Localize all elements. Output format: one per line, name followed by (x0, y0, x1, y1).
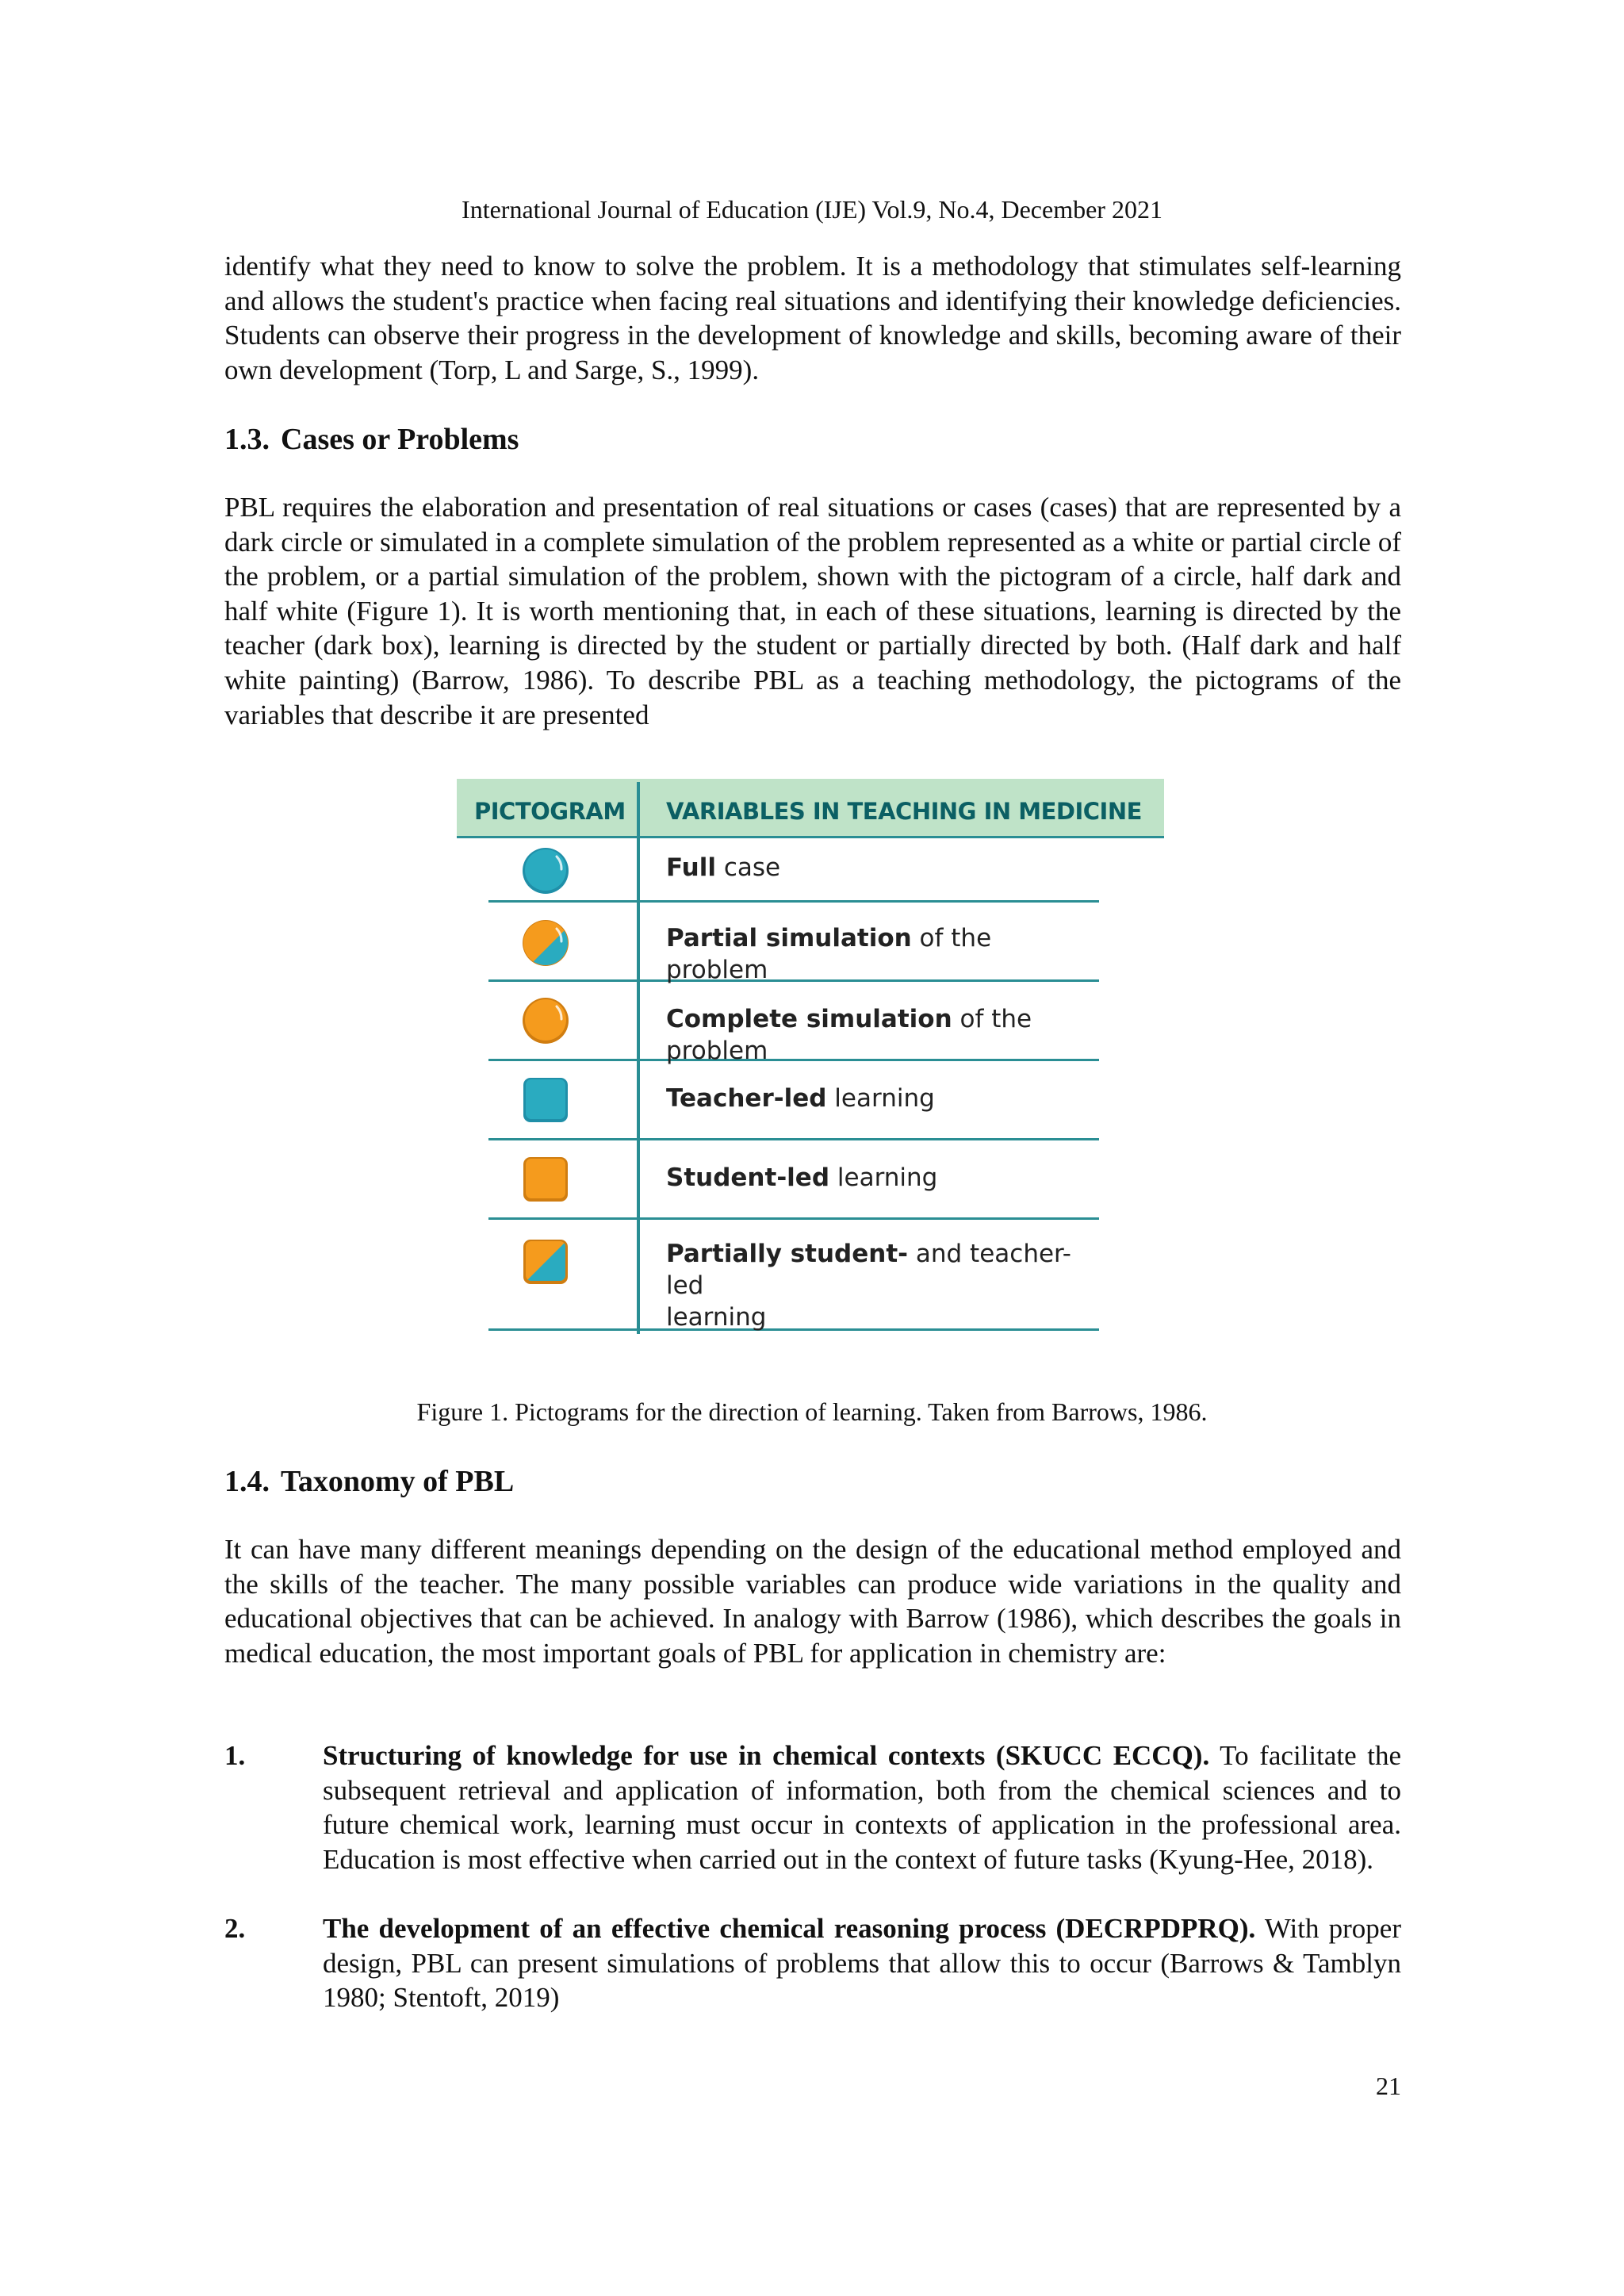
figure-row-label: Partial simulation of the problem (666, 924, 992, 984)
figure-row-label: Complete simulation of the problem (666, 1005, 1032, 1065)
pictogram-figure (457, 779, 1164, 1350)
figure-row-label: Teacher-led learning (666, 1084, 935, 1113)
section-title: Taxonomy of PBL (281, 1465, 515, 1498)
figure-row (488, 979, 1099, 1065)
figure-row-label: Full case (666, 853, 781, 882)
pictogram-column-header: PICTOGRAM (474, 798, 626, 825)
figure-row (488, 1059, 1099, 1140)
variables-column-header: VARIABLES IN TEACHING IN MEDICINE (666, 798, 1142, 825)
section-number: 1.4. (224, 1465, 270, 1498)
list-body: Structuring of knowledge for use in chemical contexts (SKUCC ECCQ). To facilitate the subsequent retrieval and application of information, both from the chemical sciences and to future chemical work, learning must occur in contexts of application in the professional area. Education is most effective when carried out in the context of future tasks (Kyung-Hee, 2018). (323, 1740, 1401, 1875)
half-orange-teal-square-icon (520, 1236, 571, 1287)
orange-square-icon (520, 1154, 571, 1205)
list-number: 2. (224, 1913, 246, 1944)
figure-header-row (457, 779, 1164, 838)
section-heading-1-4 (224, 1464, 514, 1499)
section-title: Cases or Problems (281, 423, 519, 456)
cases-paragraph: PBL requires the elaboration and presentation of real situations or cases (cases) that are represented by a dark circle or simulated in a complete simulation of the problem represented as a white or partial circle of the problem, or a partial simulation of the problem, shown with the pictogram of a circle, half dark and half white (Figure 1). It is worth mentioning that, in each of these situations, learning is directed by the teacher (dark box), learning is directed by the student or partially directed by both. (Half dark and half white painting) (Barrow, 1986). To describe PBL as a teaching methodology, the pictograms of the variables that describe it are presented (224, 492, 1401, 730)
running-header: International Journal of Education (IJE) Vol.9, No.4, December 2021 (462, 195, 1162, 224)
figure-row-label: Partially student- and teacher-led learning (666, 1240, 1071, 1332)
section-number: 1.3. (224, 423, 270, 456)
teal-circle-icon (520, 845, 571, 896)
figure-row (488, 1217, 1099, 1331)
intro-paragraph: identify what they need to know to solve the problem. It is a methodology that stimulates self-learning and allows the student's practice when facing real situations and identifying their knowledge deficiencies. Students can observe their progress in the development of knowledge and skills, becoming aware of their own development (Torp, L and Sarge, S., 1999). (224, 251, 1401, 385)
section-heading-1-3 (224, 422, 519, 457)
list-body: The development of an effective chemical reasoning process (DECRPDPRQ). With proper design, PBL can present simulations of problems that allow this to occur (Barrows & Tamblyn 1980; Stentoft, 2019) (323, 1913, 1401, 2014)
page-number: 21 (1376, 2072, 1401, 2100)
half-orange-teal-circle-icon (520, 918, 571, 968)
figure-row-label: Student-led learning (666, 1163, 938, 1192)
list-number: 1. (224, 1740, 246, 1771)
teal-square-icon (520, 1075, 571, 1125)
orange-circle-icon (520, 995, 571, 1046)
figure-row (488, 1138, 1099, 1220)
figure-row (488, 836, 1099, 903)
figure-row (488, 900, 1099, 982)
taxonomy-paragraph: It can have many different meanings depending on the design of the educational method employed and the skills of the teacher. The many possible variables can produce wide variations in the quality and educational objectives that can be achieved. In analogy with Barrow (1986), which describes the goals in medical education, the most important goals of PBL for application in chemistry are: (224, 1534, 1401, 1669)
figure-caption: Figure 1. Pictograms for the direction of learning. Taken from Barrows, 1986. (416, 1397, 1208, 1426)
